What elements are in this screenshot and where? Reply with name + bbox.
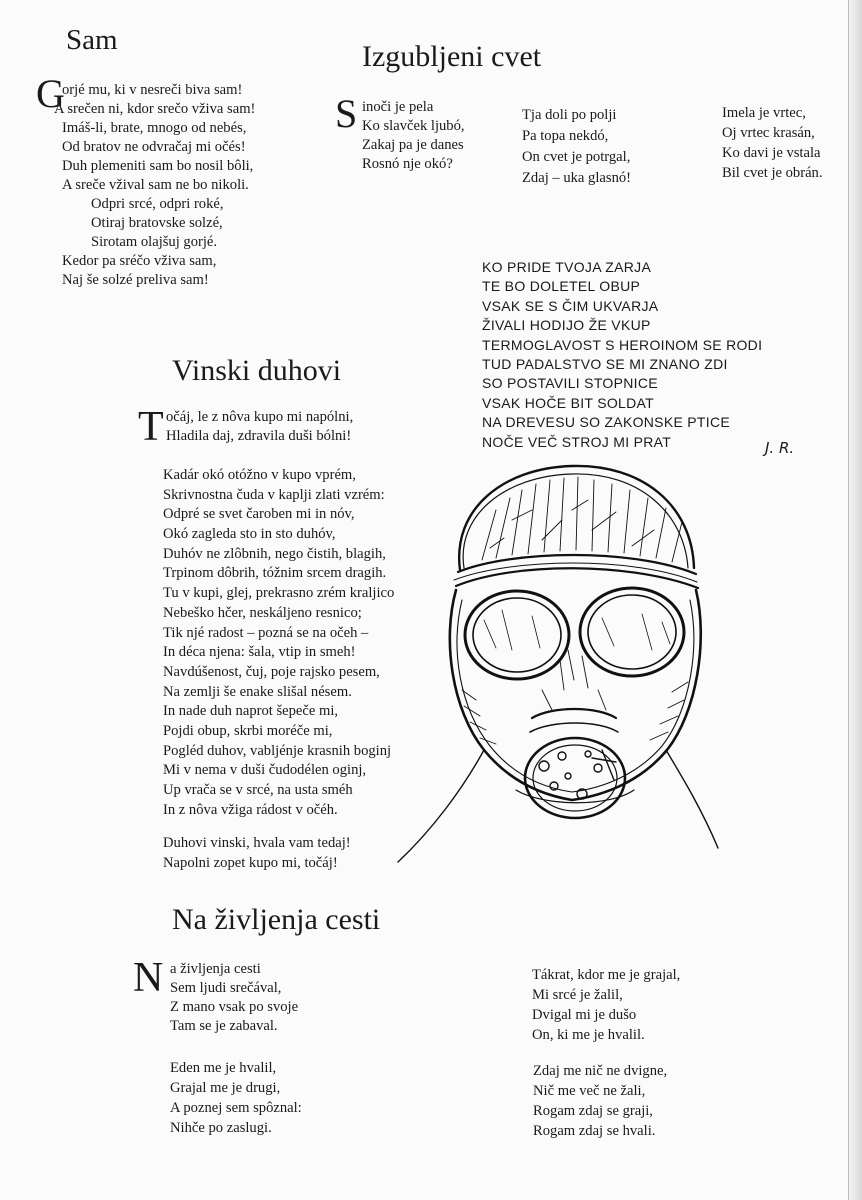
poem-line: Nič me več ne žali, (533, 1083, 646, 1099)
poem-line: Mi srcé je žalil, (532, 987, 623, 1003)
signature: J. R. (765, 439, 795, 457)
poem-line: SO POSTAVILI STOPNICE (482, 375, 658, 392)
poem-line: Nebeško hčer, neskáljeno resnico; (163, 604, 362, 621)
poem-zivljenja-right-1 (532, 965, 680, 1045)
poem-line: TERMOGLAVOST S HEROINOM SE RODI (482, 336, 763, 353)
poem-line: Rogam zdaj se graji, (533, 1103, 653, 1119)
poem-line: a življenja cesti (170, 961, 261, 977)
poem-zivljenja-left-1 (170, 960, 298, 1036)
poem-line: Tu v kupi, glej, prekrasno zrém kraljico (163, 585, 395, 602)
poem-line: Eden me je hvalil, (170, 1060, 277, 1076)
poem-line: Od bratov ne odvračaj mi očés! (62, 139, 246, 155)
poem-line: Zdaj – uka glasnó! (522, 170, 632, 186)
poem-line: Skrivnostna čuda v kaplji zlati vzrém: (163, 486, 385, 503)
poem-zivljenja-left-2 (170, 1058, 302, 1138)
poem-line: Tam se je zabaval. (170, 1018, 278, 1034)
poem-line: Naj še solzé preliva sam! (62, 272, 209, 288)
poem-title-izgubljeni-cvet: Izgubljeni cvet (362, 40, 542, 73)
poem-line: Imela je vrtec, (722, 105, 806, 121)
poem-capitals (482, 258, 762, 452)
poem-line: Hladila daj, zdravila duši bólni! (166, 428, 352, 444)
poem-line: inoči je pela (362, 99, 434, 115)
page-edge-line (848, 0, 849, 1200)
poem-line: Kedor pa sréčo vživa sam, (62, 253, 217, 269)
poem-line: Na zemlji še enake slišal nésem. (163, 683, 352, 700)
poem-line: ŽIVALI HODIJO ŽE VKUP (482, 317, 651, 334)
poem-line: Pa topa nekdó, (522, 128, 609, 144)
poem-line: In déca njena: šala, vtip in smeh! (163, 644, 356, 661)
poem-line: NA DREVESU SO ZAKONSKE PTICE (482, 414, 731, 431)
poem-line: Nihče po zaslugi. (170, 1120, 272, 1136)
poem-sam (54, 81, 256, 290)
poem-line: Duh plemeniti sam bo nosil bôli, (62, 158, 254, 174)
poem-line: Kadár okó otóžno v kupo vprém, (163, 467, 356, 483)
poem-izgubljeni-stanza-3 (722, 103, 823, 183)
poem-line: VSAK SE S ČIM UKVARJA (482, 297, 659, 314)
poem-line: Grajal me je drugi, (170, 1080, 281, 1096)
poem-izgubljeni-stanza-2 (522, 105, 631, 189)
poem-line: Zdaj me nič ne dvigne, (533, 1063, 668, 1079)
poem-line: NOČE VEČ STROJ MI PRAT (482, 433, 672, 450)
poem-line: Sem ljudi srečával, (170, 980, 282, 996)
poem-line: KO PRIDE TVOJA ZARJA (482, 259, 652, 275)
poem-line: Pogléd duhov, vabljénje krasnih boginj (163, 742, 392, 759)
poem-line: Otiraj bratovske solzé, (91, 215, 223, 231)
poem-line: Mi v nema v duši čudodélen oginj, (163, 762, 367, 779)
poem-line: Z mano vsak po svoje (170, 999, 299, 1015)
poem-vinski-body (163, 466, 394, 820)
poem-line: Bil cvet je obrán. (722, 165, 823, 181)
poem-line: Oj vrtec krasán, (722, 125, 815, 141)
dropcap-vinski: T (138, 404, 164, 450)
dropcap-izgubljeni: S (335, 91, 358, 136)
poem-line: Odpré se svet čaroben mi in nóv, (163, 506, 355, 523)
poem-line: Napolni zopet kupo mi, točáj! (163, 855, 338, 871)
poem-line: Ko davi je vstala (722, 145, 821, 161)
poem-line: On cvet je potrgal, (522, 149, 631, 165)
poem-line: Zakaj pa je danes (362, 137, 464, 153)
poem-line: VSAK HOČE BIT SOLDAT (482, 394, 654, 411)
poem-izgubljeni-stanza-1 (362, 98, 465, 174)
poem-vinski-intro (166, 408, 353, 446)
poem-line: očáj, le z nôva kupo mi napólni, (166, 409, 354, 425)
poem-line: Duhóv ne zlôbnih, nego čistih, blagih, (163, 545, 386, 562)
poem-line: In z nôva vžiga rádost v očéh. (163, 801, 338, 818)
poem-title-na-zivljenja-cesti: Na življenja cesti (172, 903, 381, 936)
poem-line: orjé mu, ki v nesreči biva sam! (62, 82, 243, 98)
poem-line: Rogam zdaj se hvali. (533, 1123, 656, 1139)
poem-line: Tik njé radost – pozná se na očeh – (163, 624, 369, 641)
poem-line: Sirotam olajšuj gorjé. (91, 234, 218, 250)
poem-title-vinski-duhovi: Vinski duhovi (172, 354, 342, 387)
poem-line: TUD PADALSTVO SE MI ZNANO ZDI (482, 355, 728, 372)
poem-zivljenja-right-2 (533, 1061, 667, 1141)
poem-line: Imáš-li, brate, mnogo od nebés, (62, 120, 247, 136)
poem-title-sam: Sam (66, 24, 118, 56)
poem-line: Tákrat, kdor me je grajal, (532, 967, 681, 983)
poem-vinski-outro (163, 833, 351, 873)
poem-line: A sreče vžival sam ne bo nikoli. (62, 177, 249, 193)
poem-line: Up vrača se v srcé, na usta sméh (163, 782, 353, 798)
poem-line: Ko slavček ljubó, (362, 118, 465, 134)
poem-line: Odpri srcé, odpri roké, (91, 196, 224, 212)
poem-line: Pojdi obup, skrbi moréče mi, (163, 722, 333, 739)
poem-line: Dvigal mi je dušo (532, 1007, 637, 1023)
poem-line: On, ki me je hvalil. (532, 1027, 645, 1043)
dropcap-zivljenja: N (133, 955, 164, 1001)
poem-line: Okó zagleda sto in sto duhóv, (163, 526, 336, 543)
dropcap-sam: G (36, 71, 65, 116)
poem-line: A poznej sem spôznal: (170, 1100, 302, 1116)
poem-line: TE BO DOLETEL OBUP (482, 278, 641, 295)
poem-line: Duhovi vinski, hvala vam tedaj! (163, 835, 351, 851)
page-edge (848, 0, 862, 1200)
poem-line: Rosnó nje okó? (362, 156, 453, 172)
poem-line: A srečen ni, kdor srečo vživa sam! (54, 101, 256, 117)
poem-line: Tja doli po polji (522, 107, 617, 123)
poem-line: Navdúšenost, čuj, poje rajsko pesem, (163, 663, 380, 680)
poem-line: In nade duh naprot šepeče mi, (163, 703, 339, 720)
poem-line: Trpinom dôbrih, tóžnim srcem dragih. (163, 565, 387, 582)
gas-mask-drawing-icon (392, 450, 752, 870)
